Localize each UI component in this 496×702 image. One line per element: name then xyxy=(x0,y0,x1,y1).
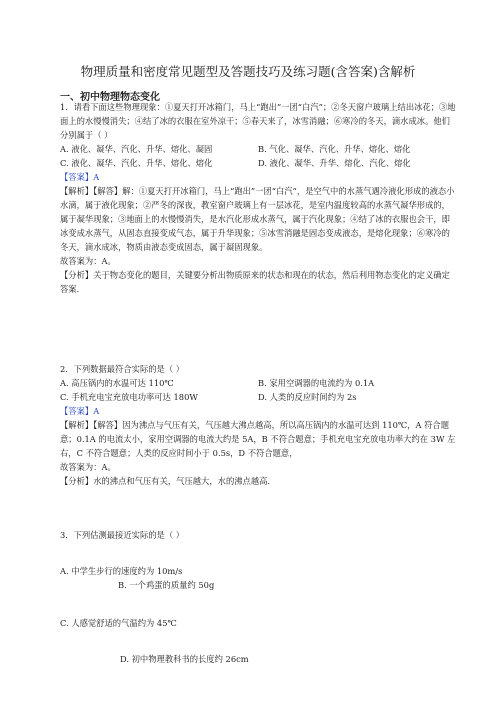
question-1 xyxy=(60,100,456,296)
section-heading: 一、初中物理物态变化 xyxy=(60,92,160,103)
question-stem: 1．请看下面这些物理现象：①夏天打开冰箱门，马上“跑出”一团“白汽”；②冬天窗户玻璃上结出冰花；③地面上的水慢慢消失；④结了冰的衣服在室外凉干；⑤春天来了，冰雪消融；⑥寒冷的冬天，滴水成冰。他们分别属于（ ） xyxy=(60,102,456,140)
option-b: B. 气化、凝华、汽化、升华、熔化、熔化 xyxy=(258,144,411,154)
options-row xyxy=(60,156,456,170)
conclusion-text: 故答案为：A。 xyxy=(60,462,116,472)
options-row xyxy=(60,142,456,156)
answer-label: 【答案】A xyxy=(60,406,100,416)
question-2 xyxy=(60,362,456,488)
option-d: D. 液化、凝华、升华、熔化、汽化、熔化 xyxy=(258,158,411,168)
options-row xyxy=(60,390,456,404)
option-c: C. 人感觉舒适的气温约为 45℃ xyxy=(60,618,177,628)
options-row xyxy=(60,376,456,390)
fenxi-text: 【分析】关于物态变化的题目，关键要分析出物质原来的状态和现在的状态，然后利用物态变化的定义确定答案. xyxy=(60,270,450,294)
option-d: D. 初中物理教科书的长度约 26cm xyxy=(120,654,249,664)
option-c: C. 手机充电宝充放电功率可达 180W xyxy=(60,392,198,402)
question-stem: 3．下列估测最接近实际的是（ ） xyxy=(60,530,185,540)
analysis-text: 【解析】【解答】因为沸点与气压有关，气压越大沸点越高，所以高压锅内的水温可达到 110℃，A 符合题意；0.1A 的电流太小，家用空调器的电流大约是 5A，B 不符合题意；手机充电宝充放电功率大约在 3W 左右，C 不符合题意；人类的反应时间小于 0.5s，D 不符合题意， xyxy=(60,420,456,458)
option-a: A. 高压锅内的水温可达 110℃ xyxy=(60,378,174,388)
option-a: A. 中学生步行的速度约为 10m/s xyxy=(60,566,183,576)
answer-label: 【答案】A xyxy=(60,172,100,182)
fenxi-text: 【分析】水的沸点和气压有关，气压越大，水的沸点越高. xyxy=(60,476,271,486)
question-stem: 2．下列数据最符合实际的是（ ） xyxy=(60,364,185,374)
option-c: C. 液化、凝华、汽化、升华、熔化、熔化 xyxy=(60,158,213,168)
question-3 xyxy=(60,528,456,666)
option-d: D. 人类的反应时间约为 2s xyxy=(258,392,357,402)
option-b: B. 家用空调器的电流约为 0.1A xyxy=(258,378,375,388)
analysis-text: 【解析】【解答】解：①夏天打开冰箱门，马上“跑出”一团“白汽”，是空气中的水蒸气遇冷液化形成的液态小水滴，属于液化现象；②严冬的深夜，教室窗户玻璃上有一层冰花，是室内温度较高的水蒸气凝华形成的，属于凝华现象；③地面上的水慢慢消失，是水汽化形成水蒸气，属于汽化现象；④结了冰的衣服也会干，即冰变成水蒸气，从固态直接变成气态，属于升华现象；⑤冰雪消融是固态变成液态，是熔化现象；⑥寒冷的冬天，滴水成冰，物质由液态变成固态，属于凝固现象。 xyxy=(60,186,455,252)
conclusion-text: 故答案为：A。 xyxy=(60,256,116,266)
option-a: A. 液化、凝华、汽化、升华、熔化、凝固 xyxy=(60,144,213,154)
option-b: B. 一个鸡蛋的质量约 50g xyxy=(118,580,215,590)
page-title: 物理质量和密度常见题型及答题技巧及练习题(含答案)含解析 xyxy=(80,64,416,79)
